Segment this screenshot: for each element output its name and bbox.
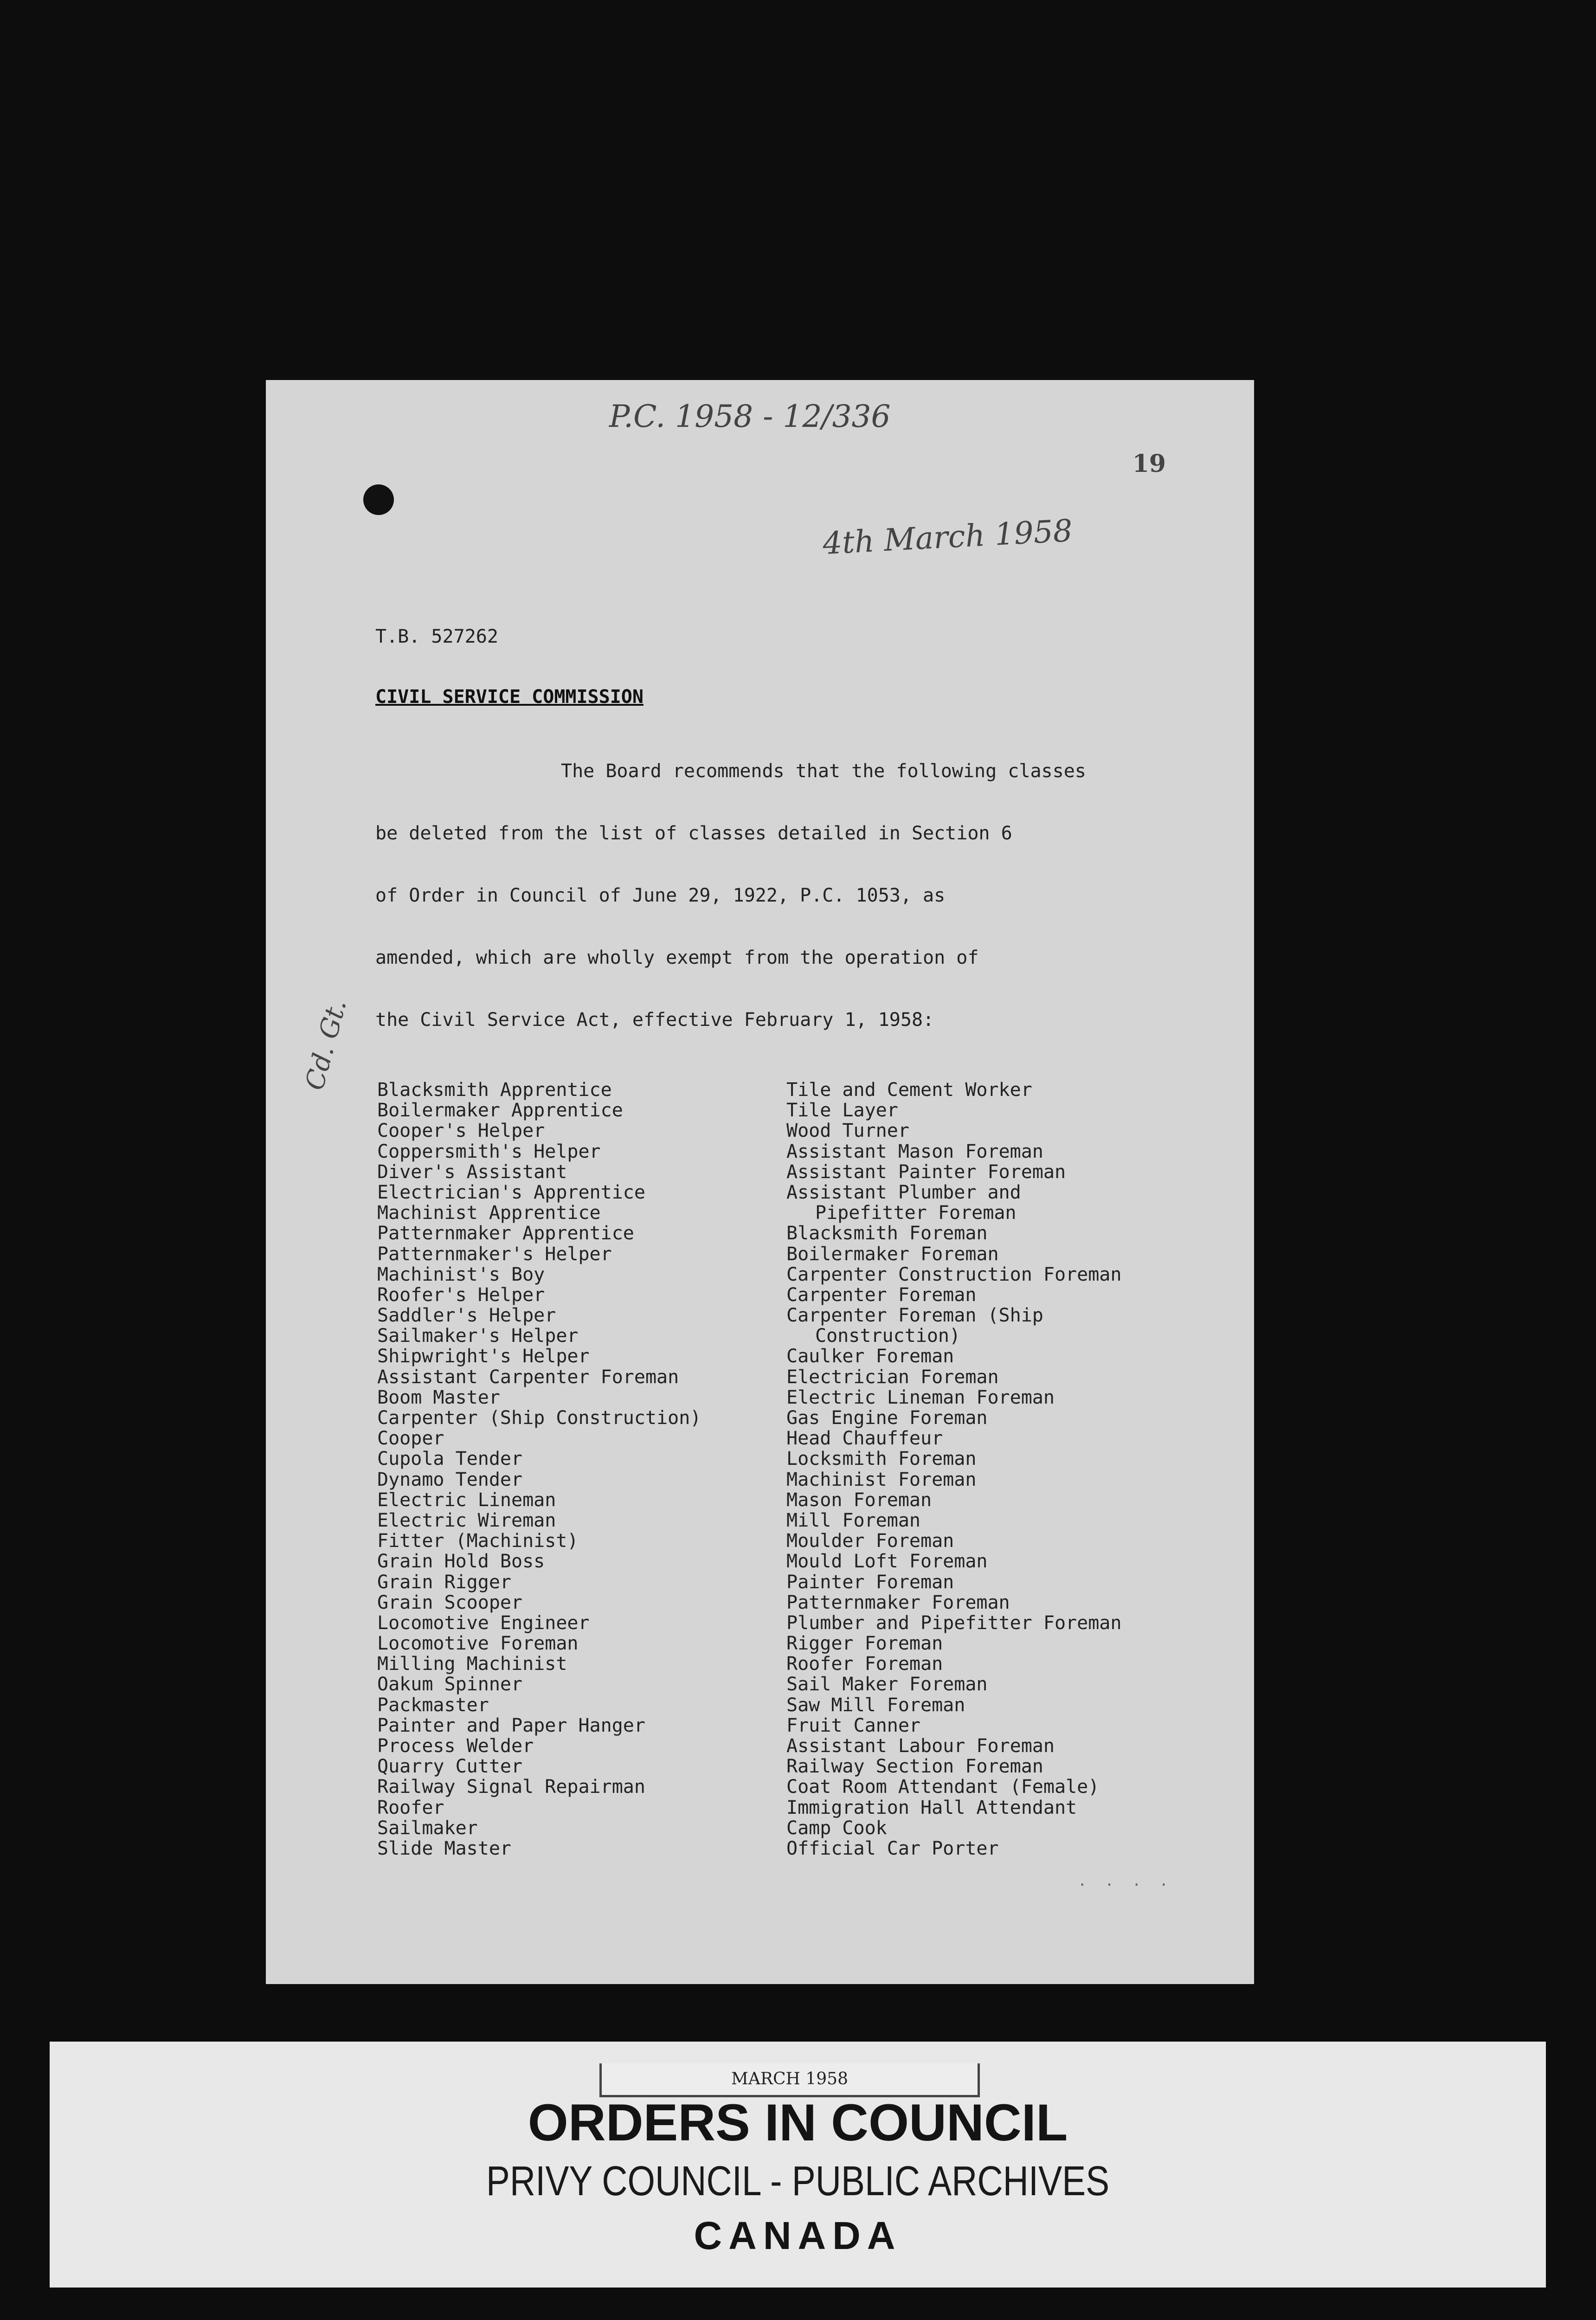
class-list-item: Oakum Spinner bbox=[377, 1674, 523, 1695]
class-list-item: Assistant Carpenter Foreman bbox=[377, 1366, 679, 1388]
continuation-dots: . . . . bbox=[1078, 1872, 1173, 1889]
class-list-item: Machinist's Boy bbox=[377, 1263, 545, 1285]
class-list-item: Blacksmith Foreman bbox=[786, 1223, 988, 1244]
class-list-item: Machinist Foreman bbox=[786, 1469, 977, 1490]
paragraph-line: the Civil Service Act, effective February 1, 1958: bbox=[375, 1009, 934, 1031]
class-list-item: Dynamo Tender bbox=[377, 1469, 523, 1490]
class-list-item: Painter Foreman bbox=[786, 1571, 954, 1593]
punch-hole bbox=[363, 484, 394, 515]
class-list-item: Cooper's Helper bbox=[377, 1120, 545, 1142]
class-list-item: Sailmaker bbox=[377, 1817, 478, 1839]
class-list-item: Grain Hold Boss bbox=[377, 1551, 545, 1572]
class-list-item: Milling Machinist bbox=[377, 1653, 567, 1675]
class-list-item: Sailmaker's Helper bbox=[377, 1325, 579, 1347]
handwritten-reference: P.C. 1958 - 12/336 bbox=[609, 399, 891, 434]
class-list-item: Locomotive Foreman bbox=[377, 1633, 579, 1655]
class-list-item: Machinist Apprentice bbox=[377, 1202, 601, 1224]
class-list-item: Assistant Mason Foreman bbox=[786, 1141, 1043, 1162]
class-list-item: Process Welder bbox=[377, 1735, 534, 1757]
class-list-item: Tile and Cement Worker bbox=[786, 1079, 1032, 1101]
class-list-item: Camp Cook bbox=[786, 1817, 887, 1839]
footer-date-box: MARCH 1958 bbox=[599, 2063, 980, 2097]
class-list-item: Sail Maker Foreman bbox=[786, 1674, 988, 1695]
class-list-item: Roofer's Helper bbox=[377, 1284, 545, 1306]
class-list-item: Assistant Plumber and bbox=[786, 1181, 1021, 1203]
class-list-item: Painter and Paper Hanger bbox=[377, 1714, 645, 1736]
class-list-item: Gas Engine Foreman bbox=[786, 1407, 988, 1429]
paragraph-line: The Board recommends that the following classes bbox=[561, 760, 1086, 782]
class-list-item: Grain Scooper bbox=[377, 1592, 523, 1613]
class-list-item: Pipefitter Foreman bbox=[815, 1202, 1017, 1224]
class-list-item: Wood Turner bbox=[786, 1120, 909, 1142]
class-list-item: Cupola Tender bbox=[377, 1448, 523, 1470]
class-list-item: Locksmith Foreman bbox=[786, 1448, 977, 1470]
tb-number: T.B. 527262 bbox=[375, 626, 498, 647]
class-list-item: Packmaster bbox=[377, 1694, 489, 1716]
class-list-item: Mill Foreman bbox=[786, 1509, 920, 1531]
class-list-item: Immigration Hall Attendant bbox=[786, 1797, 1077, 1818]
class-list-item: Carpenter Foreman (Ship bbox=[786, 1305, 1043, 1327]
class-list-item: Roofer bbox=[377, 1797, 444, 1818]
class-list-left bbox=[377, 1080, 701, 1859]
class-list-item: Electric Wireman bbox=[377, 1509, 556, 1531]
class-list-item: Fitter (Machinist) bbox=[377, 1530, 579, 1552]
class-list-item: Carpenter (Ship Construction) bbox=[377, 1407, 701, 1429]
archive-footer bbox=[50, 2042, 1546, 2288]
class-list-item: Mason Foreman bbox=[786, 1489, 932, 1511]
footer-country: CANADA bbox=[694, 2214, 902, 2257]
document-heading: CIVIL SERVICE COMMISSION bbox=[375, 686, 644, 708]
class-list-item: Head Chauffeur bbox=[786, 1428, 943, 1450]
class-list-item: Blacksmith Apprentice bbox=[377, 1079, 612, 1101]
footer-subtitle: PRIVY COUNCIL - PUBLIC ARCHIVES bbox=[486, 2158, 1110, 2204]
class-list-item: Electric Lineman Foreman bbox=[786, 1386, 1055, 1408]
document-page bbox=[266, 380, 1254, 1984]
recommendation-paragraph bbox=[375, 760, 1164, 1071]
class-list-item: Carpenter Foreman bbox=[786, 1284, 977, 1306]
page-number: 19 bbox=[1132, 450, 1166, 478]
class-list-item: Fruit Canner bbox=[786, 1714, 920, 1736]
class-list-item: Saddler's Helper bbox=[377, 1305, 556, 1327]
class-list-item: Patternmaker's Helper bbox=[377, 1243, 612, 1265]
class-list-item: Electrician Foreman bbox=[786, 1366, 999, 1388]
class-list-item: Rigger Foreman bbox=[786, 1633, 943, 1655]
class-list-item: Carpenter Construction Foreman bbox=[786, 1263, 1122, 1285]
class-list-item: Assistant Labour Foreman bbox=[786, 1735, 1055, 1757]
class-list-item: Electric Lineman bbox=[377, 1489, 556, 1511]
handwritten-date: 4th March 1958 bbox=[822, 512, 1074, 562]
class-list-item: Coat Room Attendant (Female) bbox=[786, 1776, 1100, 1798]
footer-title: ORDERS IN COUNCIL bbox=[528, 2094, 1068, 2152]
class-list-item: Locomotive Engineer bbox=[377, 1612, 590, 1634]
class-list-item: Assistant Painter Foreman bbox=[786, 1161, 1066, 1183]
class-list-item: Plumber and Pipefitter Foreman bbox=[786, 1612, 1122, 1634]
class-list-item: Tile Layer bbox=[786, 1100, 898, 1121]
class-list-item: Quarry Cutter bbox=[377, 1756, 523, 1778]
class-list-item: Shipwright's Helper bbox=[377, 1346, 590, 1367]
paragraph-line: of Order in Council of June 29, 1922, P.C. 1053, as bbox=[375, 885, 946, 906]
class-list-item: Caulker Foreman bbox=[786, 1346, 954, 1367]
class-list-item: Slide Master bbox=[377, 1837, 511, 1859]
class-list-item: Grain Rigger bbox=[377, 1571, 511, 1593]
class-list-item: Coppersmith's Helper bbox=[377, 1141, 601, 1162]
class-list-item: Patternmaker Foreman bbox=[786, 1592, 1010, 1613]
class-list-item: Moulder Foreman bbox=[786, 1530, 954, 1552]
handwritten-margin-note: Cd. Gt. bbox=[299, 996, 353, 1094]
class-list-item: Mould Loft Foreman bbox=[786, 1551, 988, 1572]
paragraph-line: be deleted from the list of classes detailed in Section 6 bbox=[375, 823, 1012, 844]
class-list-item: Electrician's Apprentice bbox=[377, 1181, 645, 1203]
class-list-item: Roofer Foreman bbox=[786, 1653, 943, 1675]
class-list-item: Boilermaker Foreman bbox=[786, 1243, 999, 1265]
class-list-right bbox=[786, 1080, 1121, 1859]
class-list-item: Saw Mill Foreman bbox=[786, 1694, 965, 1716]
class-list-item: Boom Master bbox=[377, 1386, 500, 1408]
class-list-item: Patternmaker Apprentice bbox=[377, 1223, 634, 1244]
class-list-item: Official Car Porter bbox=[786, 1837, 999, 1859]
class-list-item: Boilermaker Apprentice bbox=[377, 1100, 623, 1121]
class-list-item: Railway Signal Repairman bbox=[377, 1776, 645, 1798]
class-list-item: Construction) bbox=[815, 1325, 961, 1347]
paragraph-line: amended, which are wholly exempt from the operation of bbox=[375, 947, 979, 968]
class-list-item: Diver's Assistant bbox=[377, 1161, 567, 1183]
class-list-item: Railway Section Foreman bbox=[786, 1756, 1043, 1778]
class-list-item: Cooper bbox=[377, 1428, 444, 1450]
